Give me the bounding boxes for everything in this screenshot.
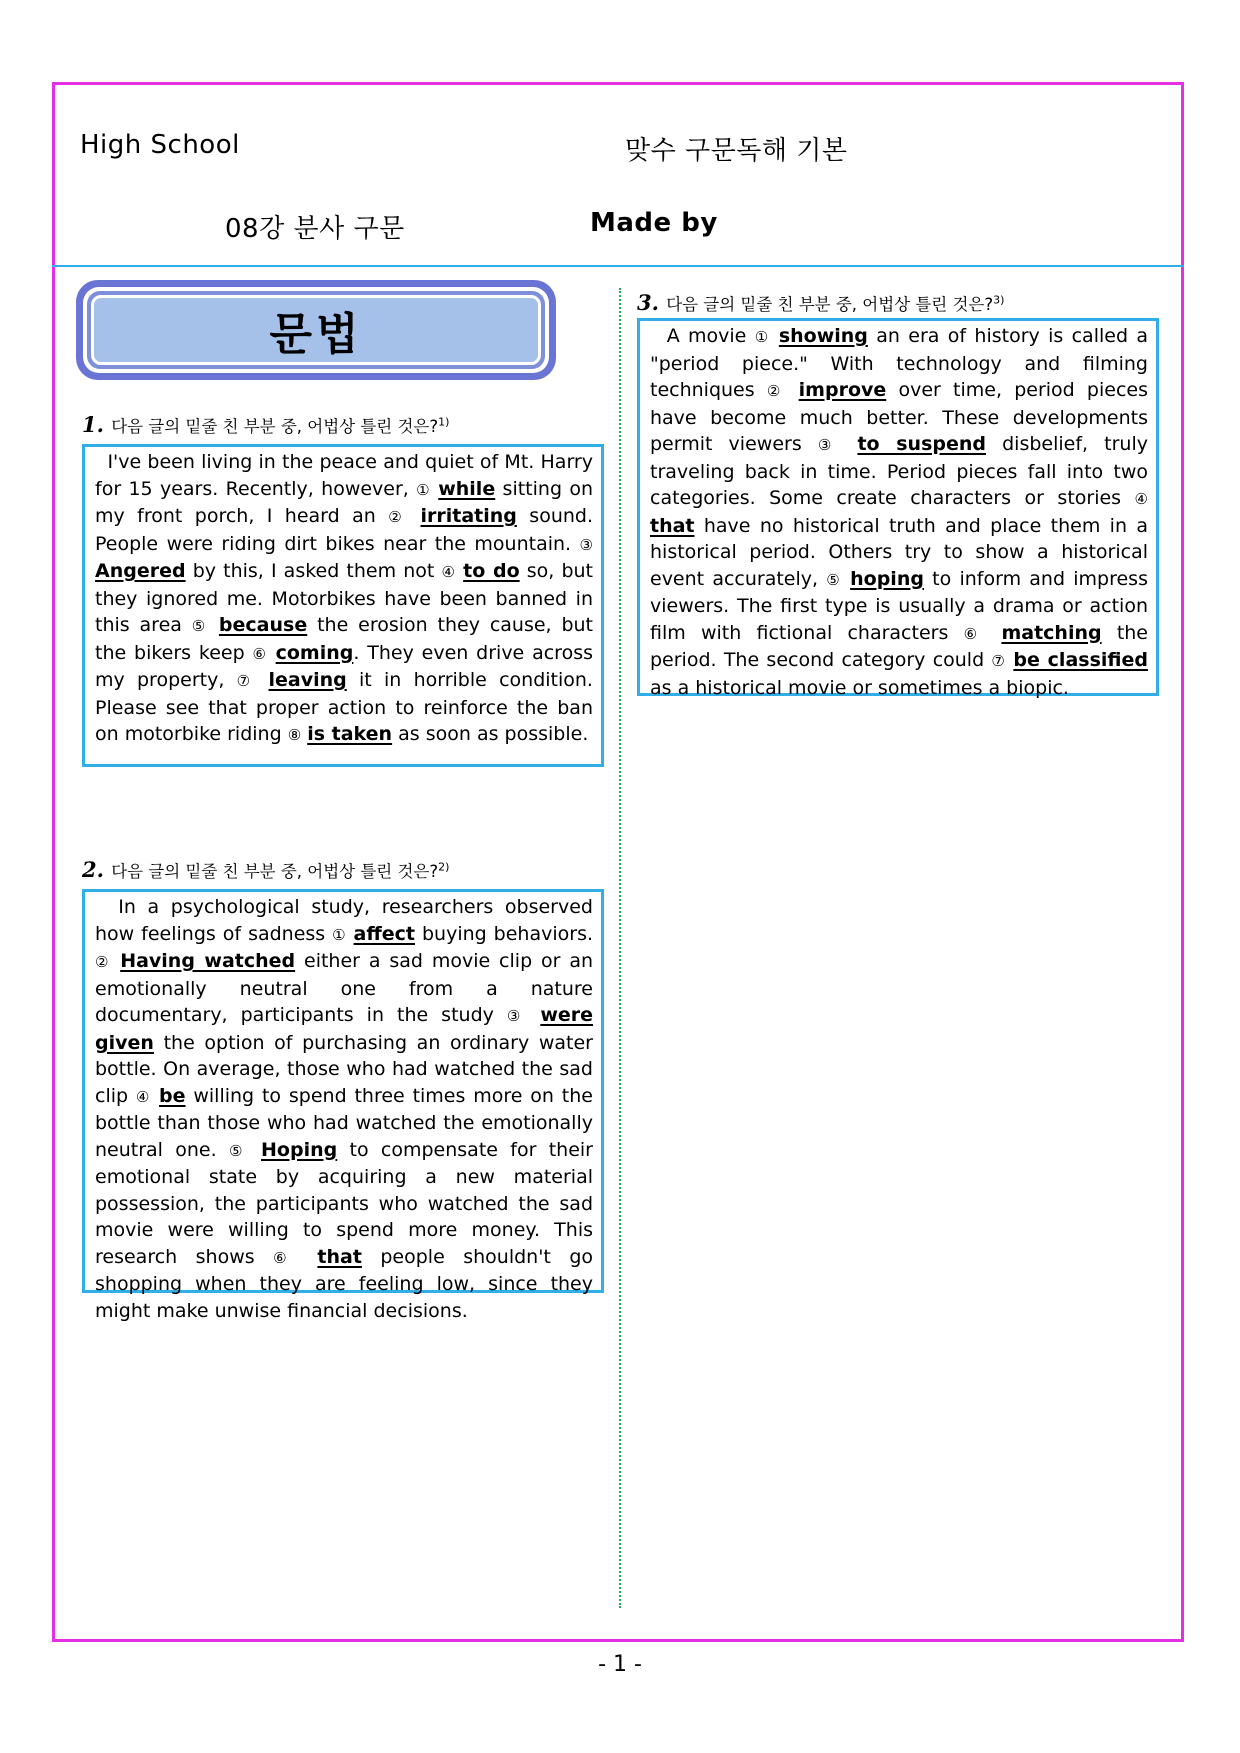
passage-text: by this, I asked them not	[185, 560, 442, 582]
underlined-answer-choice: Having watched	[120, 950, 296, 972]
passage-text: as a historical movie or sometimes a biopic.	[650, 676, 1069, 699]
underlined-answer-choice: affect	[353, 922, 415, 945]
underlined-answer-choice: irritating	[420, 505, 517, 527]
passage-text: over time, period pieces have become much better. These developments permit viewers	[650, 379, 1148, 455]
passage-text	[786, 379, 798, 401]
choice-number-marker: ③	[579, 535, 593, 554]
passage-text: as soon as possible.	[392, 723, 589, 745]
choice-number-marker: ④	[1134, 490, 1148, 508]
question-prompt: 다음 글의 밑줄 친 부분 중, 어법상 틀린 것은?	[111, 862, 439, 881]
passage-text: it in horrible condition. Please see that proper action to reinforce the ban on motorbike riding	[95, 669, 593, 745]
question-prompt: 다음 글의 밑줄 친 부분 중, 어법상 틀린 것은?	[111, 417, 439, 436]
underlined-answer-choice: to do	[463, 560, 520, 582]
underlined-answer-choice: showing	[778, 325, 868, 347]
question-number: 2.	[82, 857, 104, 882]
passage-text: buying behaviors.	[415, 922, 594, 945]
header-lesson-title: 08강 분사 구문	[225, 214, 405, 244]
passage-text: A movie	[666, 325, 755, 347]
underlined-answer-choice: leaving	[268, 669, 347, 691]
choice-number-marker: ⑦	[991, 652, 1007, 670]
underlined-answer-choice: Angered	[95, 560, 186, 582]
underlined-answer-choice: were given	[95, 1004, 594, 1054]
passage-text: to inform and impress viewers. The first type is usually a drama or action film with fictional characters	[650, 567, 1148, 644]
passage-text	[256, 669, 268, 691]
passage-text	[151, 1085, 159, 1107]
choice-number-marker: ③	[817, 436, 842, 454]
passage-text: disbelief, truly traveling back in time. Period pieces fall into two categories. Some create characters or stories	[650, 433, 1149, 509]
underlined-answer-choice: that	[317, 1245, 362, 1268]
passage-text	[770, 325, 778, 347]
passage-text: the erosion they cause, but the bikers keep	[95, 614, 594, 664]
column-divider	[619, 288, 621, 1608]
footnote-marker: 2)	[438, 860, 450, 874]
footnote-marker: 1)	[438, 415, 450, 429]
passage-text: sound. People were riding dirt bikes near the mountain.	[95, 505, 594, 555]
passage-text	[268, 642, 276, 664]
underlined-answer-choice: improve	[798, 379, 887, 401]
passage-text	[347, 923, 354, 945]
passage-text	[408, 505, 420, 527]
underlined-answer-choice: be	[159, 1084, 186, 1107]
section-banner	[76, 280, 556, 380]
choice-number-marker: ⑤	[826, 570, 842, 589]
question-number: 1.	[82, 412, 104, 437]
question-number: 3.	[637, 290, 659, 315]
passage-text	[299, 1246, 317, 1268]
underlined-answer-choice: Hoping	[261, 1138, 338, 1161]
question-1-passage	[82, 444, 604, 767]
choice-number-marker: ⑥	[273, 1248, 299, 1267]
header-series-title: 맞수 구문독해 기본	[625, 136, 848, 166]
choice-number-marker: ⑧	[287, 726, 302, 744]
underlined-answer-choice: hoping	[850, 567, 924, 590]
passage-text: sitting on my front porch, I heard an	[95, 477, 593, 527]
choice-number-marker: ②	[388, 508, 409, 526]
header-school: High School	[80, 130, 240, 160]
passage-text: In a psychological study, researchers observed how feelings of sadness	[95, 896, 593, 945]
choice-number-marker: ②	[766, 382, 787, 400]
underlined-answer-choice: while	[438, 477, 496, 500]
question-prompt: 다음 글의 밑줄 친 부분 중, 어법상 틀린 것은?	[666, 295, 994, 314]
passage-text	[209, 614, 219, 636]
choice-number-marker: ①	[416, 480, 431, 499]
passage-text	[986, 622, 1001, 644]
passage-text: to compensate for their emotional state by acquiring a new material possession, the participants who watched the sad movie were willing to spend more money. This research shows	[95, 1138, 593, 1268]
passage-text	[527, 1004, 540, 1026]
choice-number-marker: ⑦	[236, 672, 257, 690]
page-number: - 1 -	[598, 1652, 642, 1677]
passage-text: the option of purchasing an ordinary water bottle. On average, those who had watched the sad clip	[95, 1031, 593, 1107]
underlined-answer-choice: be classified	[1013, 649, 1148, 671]
passage-text: have no historical truth and place them in a historical period. Others try to show a historical event accurately,	[650, 514, 1148, 590]
underlined-answer-choice: matching	[1001, 621, 1102, 644]
choice-number-marker: ②	[95, 953, 112, 971]
passage-text	[249, 1139, 261, 1161]
passage-text	[842, 568, 850, 590]
underlined-answer-choice: coming	[275, 641, 354, 664]
header-divider	[52, 265, 1184, 267]
section-banner-label: 문법	[91, 295, 541, 365]
choice-number-marker: ⑥	[252, 644, 268, 663]
choice-number-marker: ①	[754, 328, 771, 346]
underlined-answer-choice: to suspend	[857, 433, 987, 455]
question-2-heading	[82, 857, 449, 882]
question-2-passage	[82, 889, 604, 1322]
choice-number-marker: ⑤	[191, 617, 210, 635]
passage-text: I've been living in the peace and quiet of Mt. Harry for 15 years. Recently, however,	[95, 451, 593, 500]
underlined-answer-choice: that	[650, 514, 695, 537]
choice-number-marker: ③	[506, 1007, 528, 1025]
passage-text: people shouldn't go shopping when they are feeling low, since they might make unwise financial decisions.	[95, 1245, 594, 1322]
passage-text: . They even drive across my property,	[95, 641, 593, 691]
passage-text: the period. The second category could	[650, 621, 1148, 671]
question-3-passage	[637, 318, 1159, 699]
choice-number-marker: ④	[135, 1087, 152, 1106]
choice-number-marker: ⑤	[228, 1141, 249, 1160]
passage-text: so, but they ignored me. Motorbikes have been banned in this area	[95, 560, 593, 636]
question-1-heading	[82, 412, 449, 437]
choice-number-marker: ⑥	[963, 624, 987, 643]
underlined-answer-choice: because	[218, 614, 308, 636]
underlined-answer-choice: is taken	[307, 723, 393, 745]
passage-text: willing to spend three times more on the bottle than those who had watched the emotionally neutral one.	[95, 1084, 593, 1161]
header-made-by: Made by	[590, 208, 718, 238]
footnote-marker: 3)	[993, 293, 1005, 307]
passage-text	[111, 950, 120, 972]
question-3-heading	[637, 290, 1004, 315]
choice-number-marker: ④	[441, 563, 457, 581]
passage-text: an era of history is called a "period piece." With technology and filming techniques	[650, 325, 1148, 401]
choice-number-marker: ①	[332, 925, 347, 944]
passage-text	[841, 433, 857, 455]
passage-text: either a sad movie clip or an emotionally neutral one from a nature documentary, participants in the study	[95, 950, 594, 1026]
